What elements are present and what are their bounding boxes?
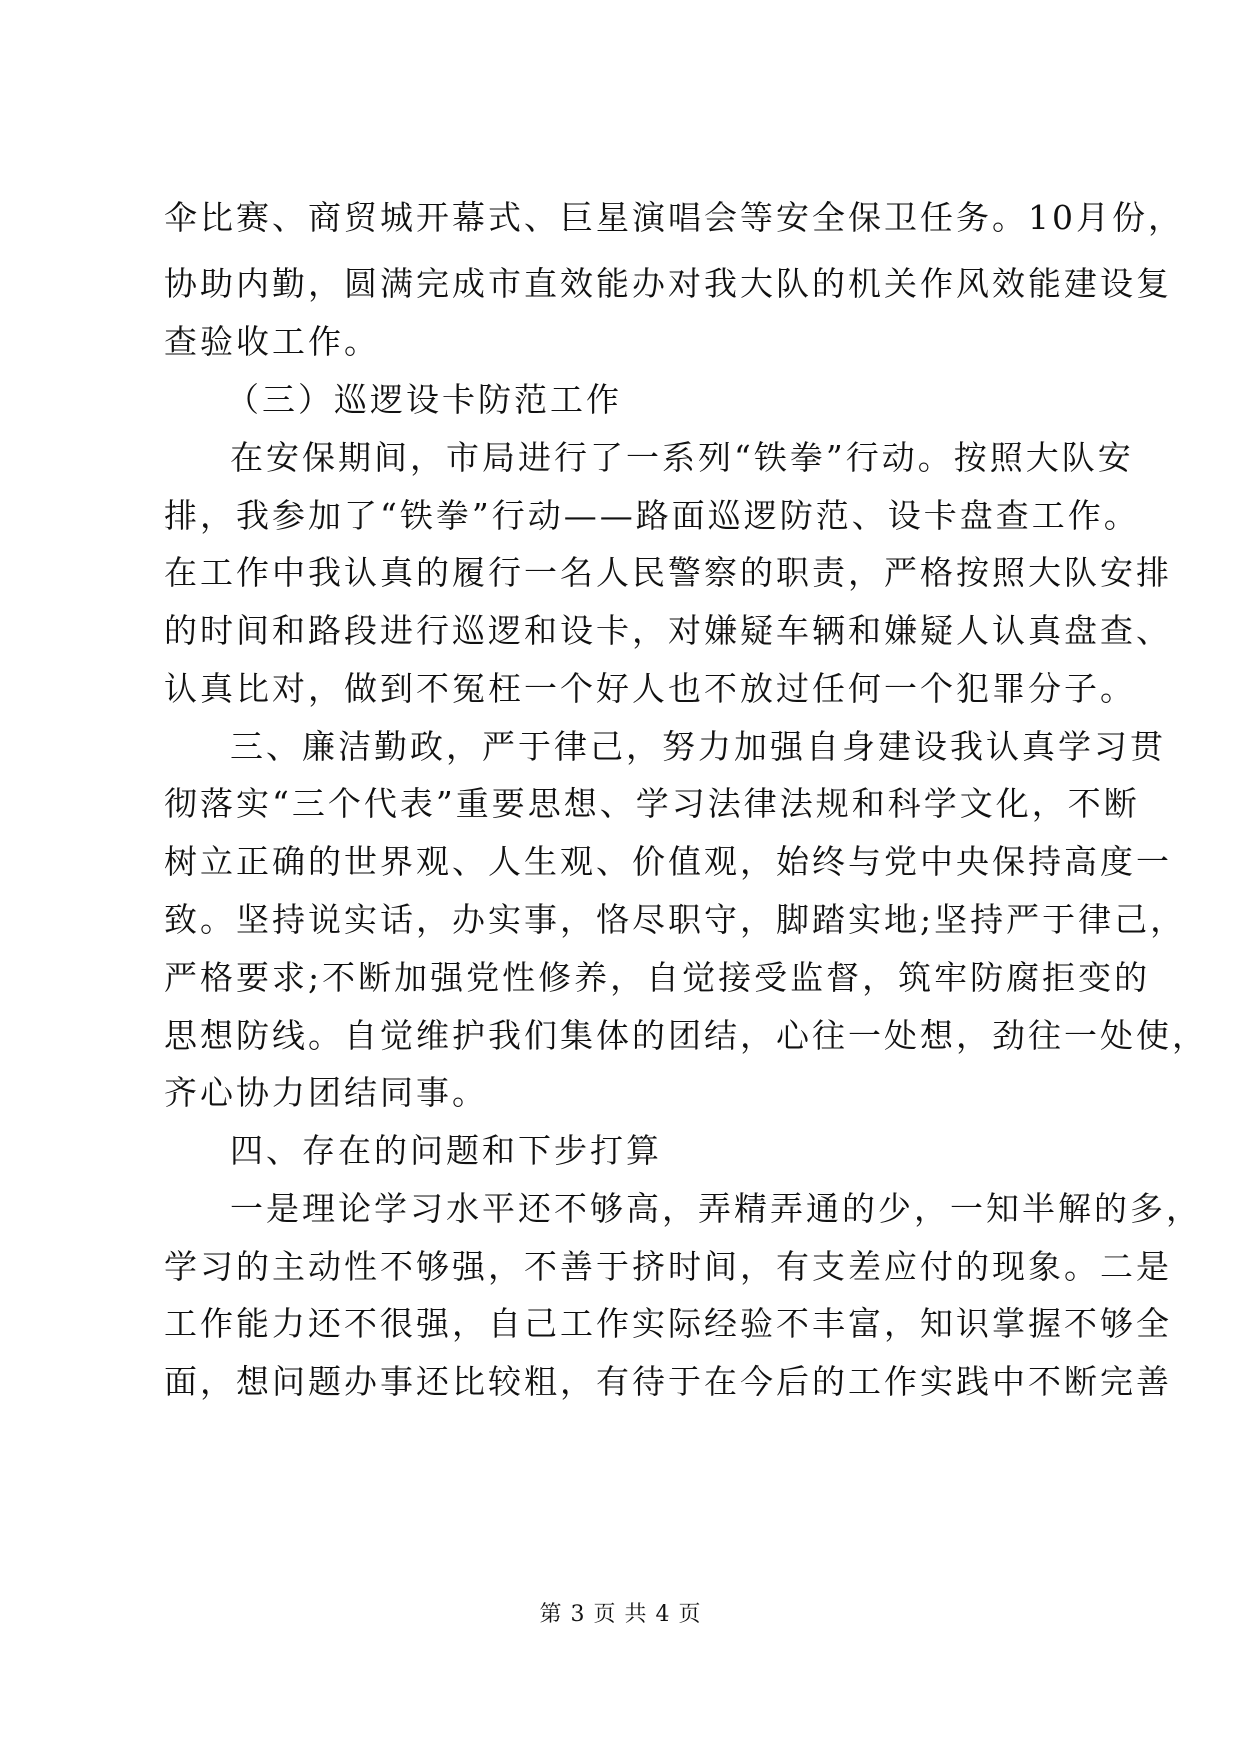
text-line: 一是理论学习水平还不够高，弄精弄通的少，一知半解的多， [230,1189,1202,1228]
text-line: 在安保期间，市局进行了一系列“铁拳”行动。按照大队安 [230,438,1134,477]
text-line: 认真比对，做到不冤枉一个好人也不放过任何一个犯罪分子。 [164,669,1136,708]
text-line: 的时间和路段进行巡逻和设卡，对嫌疑车辆和嫌疑人认真盘查、 [164,611,1172,650]
text-line: 伞比赛、商贸城开幕式、巨星演唱会等安全保卫任务。10月份， [164,198,1184,237]
text-line: 协助内勤，圆满完成市直效能办对我大队的机关作风效能建设复 [164,264,1172,303]
text-line: 齐心协力团结同事。 [164,1073,488,1112]
text-line: 严格要求;不断加强党性修养，自觉接受监督，筑牢防腐拒变的 [164,958,1151,997]
text-line: 彻落实“三个代表”重要思想、学习法律法规和科学文化，不断 [164,784,1140,823]
text-line: 思想防线。自觉维护我们集体的团结，心往一处想，劲往一处使， [164,1016,1208,1055]
text-line: 致。坚持说实话，办实事，恪尽职守，脚踏实地;坚持严于律己， [164,900,1187,939]
text-line: 面，想问题办事还比较粗，有待于在今后的工作实践中不断完善 [164,1362,1172,1401]
text-line: 在工作中我认真的履行一名人民警察的职责，严格按照大队安排 [164,553,1172,592]
text-line: 学习的主动性不够强，不善于挤时间，有支差应付的现象。二是 [164,1247,1172,1286]
section-heading: 三、廉洁勤政，严于律己，努力加强自身建设我认真学习贯 [230,727,1166,766]
text-line: 工作能力还不很强，自己工作实际经验不丰富，知识掌握不够全 [164,1304,1172,1343]
text-line: 树立正确的世界观、人生观、价值观，始终与党中央保持高度一 [164,842,1172,881]
text-line: 排，我参加了“铁拳”行动——路面巡逻防范、设卡盘查工作。 [164,496,1140,535]
section-heading: 四、存在的问题和下步打算 [230,1131,662,1170]
text-line: 查验收工作。 [164,322,380,361]
page-number-footer: 第 3 页 共 4 页 [539,1602,702,1627]
section-heading: （三）巡逻设卡防范工作 [226,380,622,419]
